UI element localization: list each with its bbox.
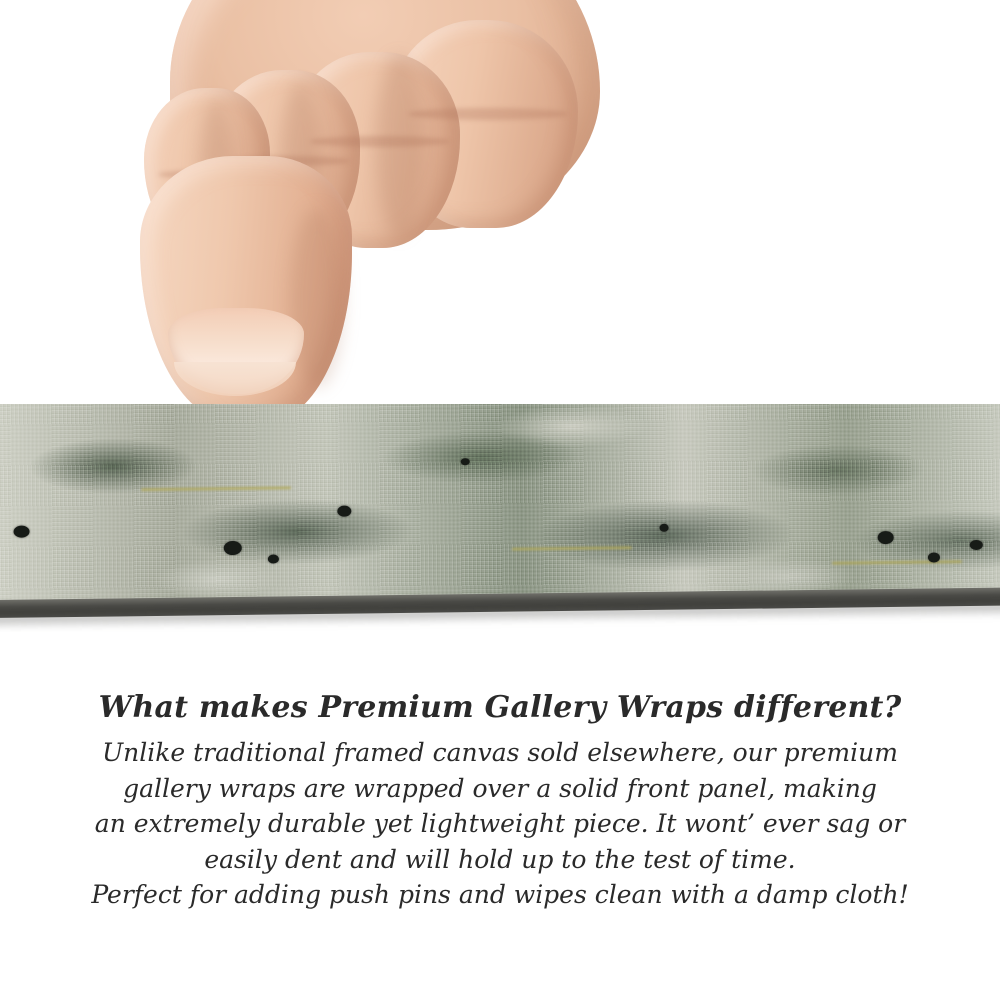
caption-line: Unlike traditional framed canvas sold elsewhere, our premium — [102, 738, 898, 767]
dark-speck — [928, 552, 940, 562]
finger-shadow — [376, 56, 422, 236]
canvas-edge-strip — [0, 404, 1000, 632]
caption-heading: What makes Premium Gallery Wraps different? — [98, 690, 902, 725]
caption-line: an extremely durable yet lightweight piece. It wont’ ever sag or — [94, 809, 906, 838]
hand-graphic — [140, 0, 610, 412]
caption-block — [0, 690, 1000, 913]
dark-speck — [461, 458, 470, 465]
caption-body — [0, 735, 1000, 913]
finger-crease — [408, 108, 568, 120]
thumb-shadow — [290, 208, 344, 388]
caption-line: gallery wraps are wrapped over a solid front panel, making — [123, 773, 877, 803]
caption-line: Perfect for adding push pins and wipes clean with a damp cloth! — [91, 880, 909, 909]
caption-line: easily dent and will hold up to the test of time. — [204, 844, 796, 874]
dark-speck — [268, 554, 279, 563]
canvas-weave-texture — [0, 404, 1000, 616]
hand-illustration-area — [0, 0, 1000, 412]
canvas-artwork-surface — [0, 404, 1000, 616]
dark-speck — [660, 524, 669, 532]
